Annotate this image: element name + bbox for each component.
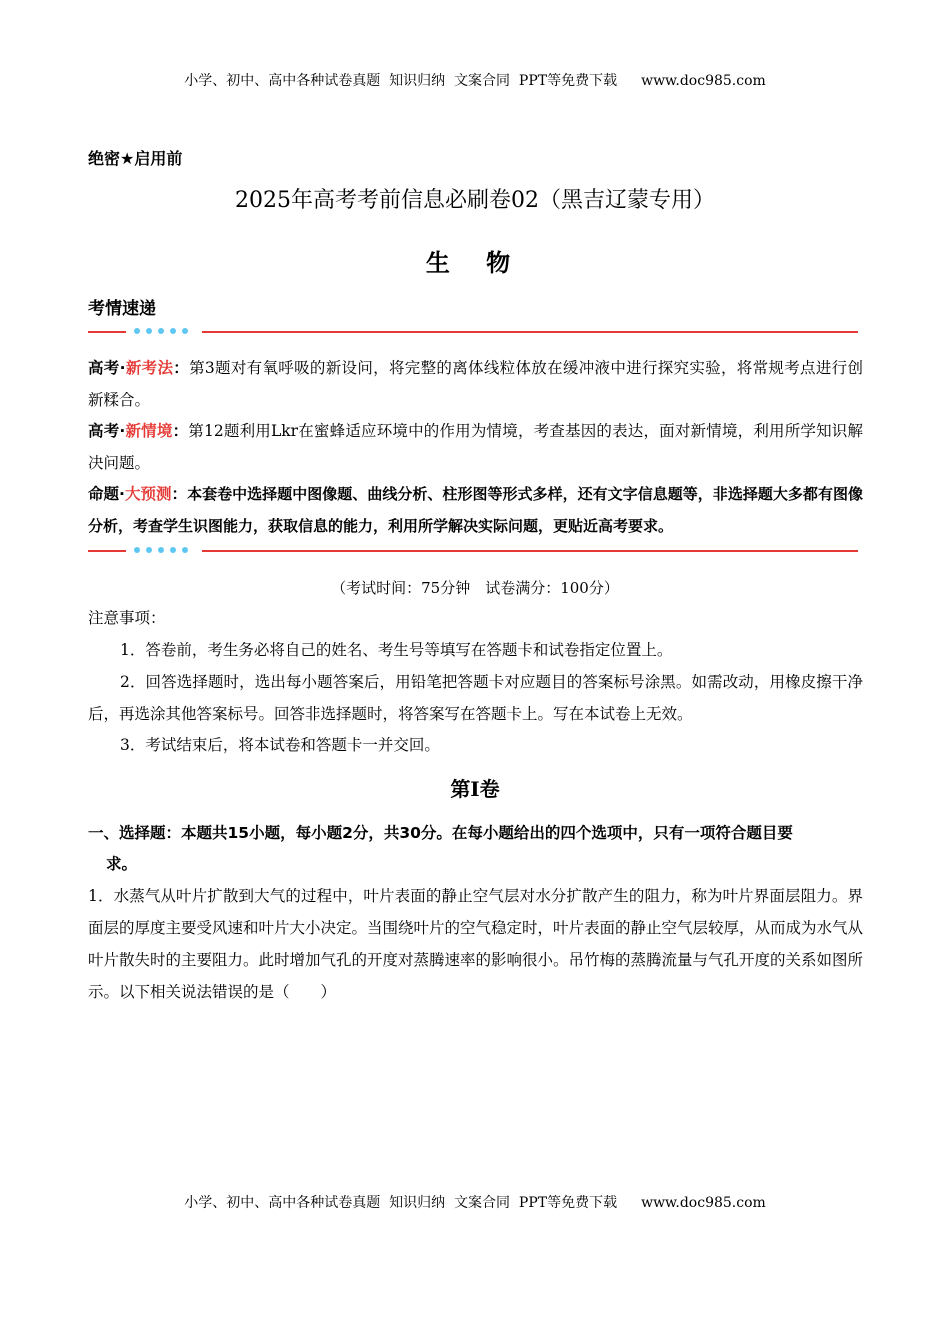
header-text: 小学、初中、高中各种试卷真题 知识归纳 文案合同 PPT等免费下载 <box>184 73 618 89</box>
insight-text: 本套卷中选择题中图像题、曲线分析、柱形图等形式多样，还有文字信息题等，非选择题大多都有图像分析，考查学生识图能力，获取信息的能力，利用所学解决实际问题，更贴近高考要求。 <box>88 485 863 535</box>
page-footer <box>0 1192 950 1212</box>
insight-text: 第3题对有氧呼吸的新设问，将完整的离体线粒体放在缓冲液中进行探究实验，将常规考点进行创新糅合。 <box>88 359 863 409</box>
notice-item: 3．考试结束后，将本试卷和答题卡一并交回。 <box>120 736 440 754</box>
insight-prefix: 高考· <box>88 359 126 377</box>
page-header <box>0 70 950 90</box>
choice-section-heading: 一、选择题：本题共15小题，每小题2分，共30分。在每小题给出的四个选项中，只有一项符合题目要 求。 <box>88 824 793 873</box>
insight-tag: 新考法 <box>125 359 174 377</box>
insight-prefix: 高考· <box>88 422 126 440</box>
insight-new-method: 高考·新考法：第3题对有氧呼吸的新设问，将完整的离体线粒体放在缓冲液中进行探究实验，将常规考点进行创新糅合。 <box>88 359 863 409</box>
header-url[interactable]: www.doc985.com <box>641 73 766 89</box>
notice-item: 1．答卷前，考生务必将自己的姓名、考生号等填写在答题卡和试卷指定位置上。 <box>120 641 673 659</box>
insight-prediction: 命题·大预测：本套卷中选择题中图像题、曲线分析、柱形图等形式多样，还有文字信息题等，非选择题大多都有图像分析，考查学生识图能力，获取信息的能力，利用所学解决实际问题，更贴近高考要求。 <box>88 485 863 535</box>
insight-text: 第12题利用Lkr在蜜蜂适应环境中的作用为情境，考查基因的表达，面对新情境，利用所学知识解决问题。 <box>88 422 863 472</box>
secret-label: 绝密★启用前 <box>88 149 183 168</box>
divider-bottom <box>88 545 858 557</box>
volume-title: 第Ⅰ卷 <box>450 777 500 801</box>
section-heading: 考情速递 <box>88 299 156 319</box>
insight-tag: 大预测 <box>124 485 172 503</box>
notice-heading: 注意事项： <box>88 609 166 627</box>
footer-url[interactable]: www.doc985.com <box>641 1195 766 1211</box>
insight-tag: 新情境 <box>125 422 173 440</box>
divider-top <box>88 326 858 338</box>
insight-prefix: 命题· <box>88 485 125 503</box>
insight-new-context: 高考·新情境：第12题利用Lkr在蜜蜂适应环境中的作用为情境，考查基因的表达，面对新情境，利用所学知识解决问题。 <box>88 422 863 472</box>
exam-title: 2025年高考考前信息必刷卷02（黑吉辽蒙专用） <box>235 188 715 213</box>
notice-item: 2．回答选择题时，选出每小题答案后，用铅笔把答题卡对应题目的答案标号涂黑。如需改动，用橡皮擦干净后，再选涂其他答案标号。回答非选择题时，将答案写在答题卡上。写在本试卷上无效。 <box>88 673 863 723</box>
subject-title: 生 物 <box>425 248 525 277</box>
exam-info: （考试时间：75分钟 试卷满分：100分） <box>331 579 619 597</box>
question-1: 1．水蒸气从叶片扩散到大气的过程中，叶片表面的静止空气层对水分扩散产生的阻力，称为叶片界面层阻力。界面层的厚度主要受风速和叶片大小决定。当围绕叶片的空气稳定时，叶片表面的静止空气层较厚，从而成为水气从叶片散失时的主要阻力。此时增加气孔的开度对蒸腾速率的影响很小。吊竹梅的蒸腾流量与气孔开度的关系如图所示。以下相关说法错误的是（ ） <box>88 887 864 1001</box>
footer-text: 小学、初中、高中各种试卷真题 知识归纳 文案合同 PPT等免费下载 <box>184 1195 618 1211</box>
